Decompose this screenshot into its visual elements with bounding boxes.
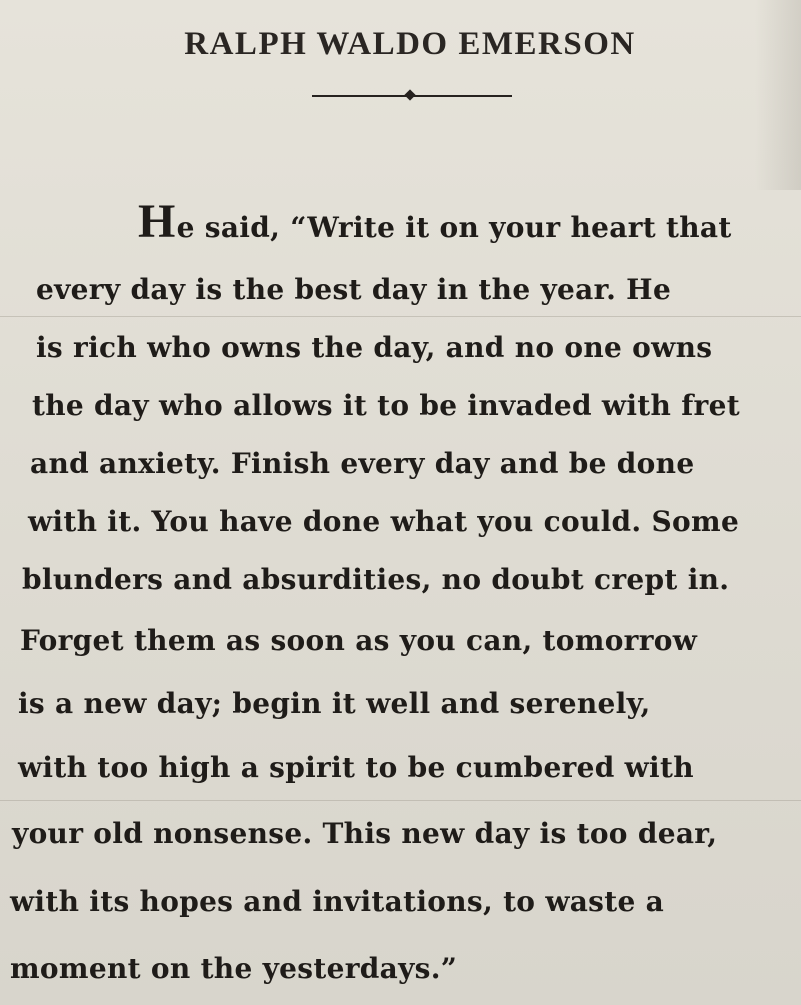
quote-line: with too high a spirit to be cumbered with <box>18 751 694 784</box>
page-title: RALPH WALDO EMERSON <box>184 26 636 62</box>
quote-line: is rich who owns the day, and no one owns <box>36 331 713 364</box>
quote-line: moment on the yesterdays.” <box>10 952 458 985</box>
ornament-diamond-icon <box>404 89 415 100</box>
quote-line: with its hopes and invitations, to waste a <box>10 885 665 918</box>
page-crease <box>0 800 801 801</box>
title-ornament-divider <box>312 90 512 102</box>
quote-line: every day is the best day in the year. He <box>36 273 672 306</box>
quote-line-text: e said, “Write it on your heart that <box>176 211 732 244</box>
quote-line: and anxiety. Finish every day and be done <box>30 447 695 480</box>
quote-line: the day who allows it to be invaded with fret <box>32 389 740 422</box>
quote-line: your old nonsense. This new day is too dear, <box>12 817 718 850</box>
quote-line: with it. You have done what you could. Some <box>28 505 740 538</box>
quote-line: blunders and absurdities, no doubt crept in. <box>22 563 730 596</box>
quote-line <box>138 195 732 248</box>
quote-line: Forget them as soon as you can, tomorrow <box>20 624 698 657</box>
quote-line: is a new day; begin it well and serenely, <box>18 687 651 720</box>
drop-cap: H <box>138 195 176 248</box>
page-crease <box>0 316 801 317</box>
